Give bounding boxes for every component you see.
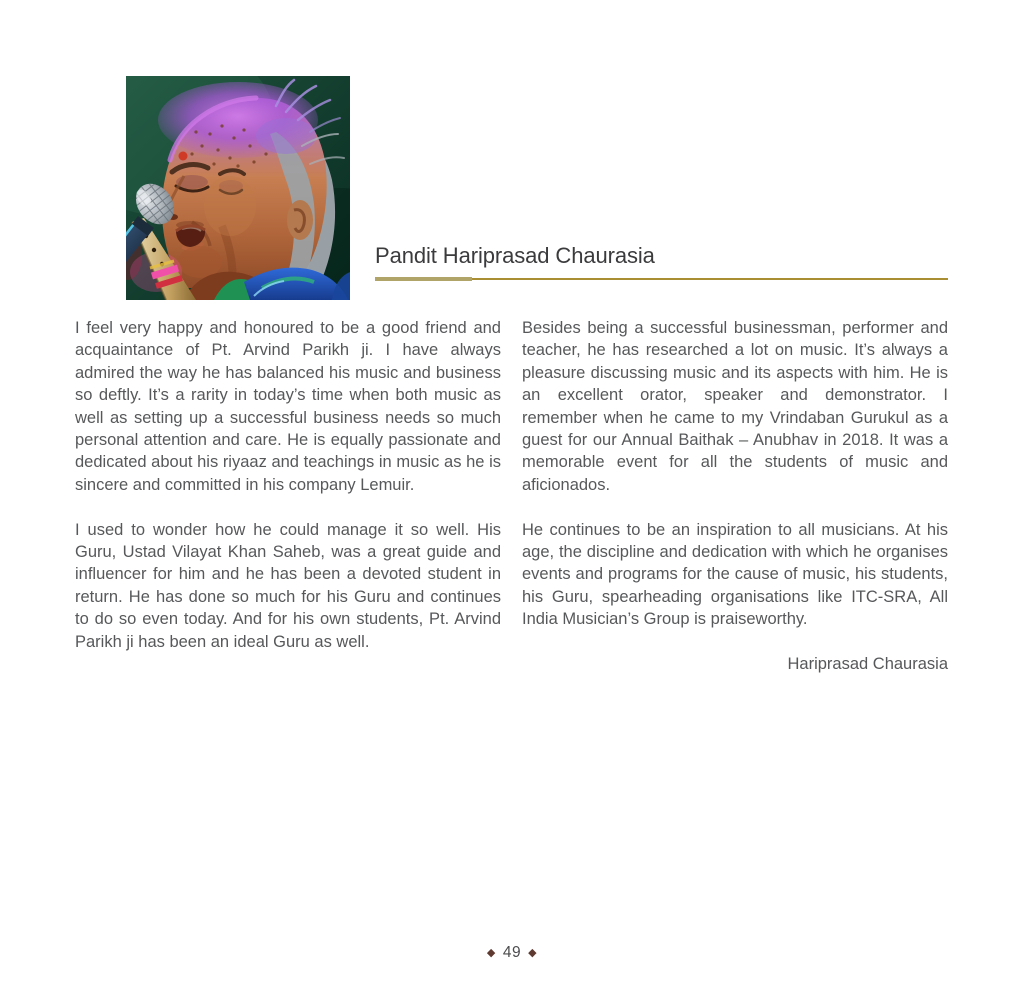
paragraph-left-2: I used to wonder how he could manage it so well. His Guru, Ustad Vilayat Khan Saheb, was a great guide and influencer for him and he has been a devoted student in return. He has done so much for his Guru and continues to do so even today. And for his own students, Pt. Arvind Parikh ji has been an ideal Guru as well. <box>75 520 501 651</box>
portrait-photo-art <box>126 76 350 300</box>
bindi <box>179 152 188 161</box>
paragraph-right-2: He continues to be an inspiration to all musicians. At his age, the discipline and dedication with which he organises events and programs for the cause of music, his students, his Guru, spearheading organisations like ITC-SRA, All India Musician’s Group is praiseworthy. <box>522 520 948 629</box>
title-rule-thin-segment <box>472 278 948 280</box>
page-title: Pandit Hariprasad Chaurasia <box>375 243 655 268</box>
page-footer <box>0 944 1024 962</box>
portrait-photo <box>126 76 350 300</box>
title-rule-thick-segment <box>375 277 472 281</box>
left-column <box>75 317 501 675</box>
paragraph-left-1: I feel very happy and honoured to be a good friend and acquaintance of Pt. Arvind Parikh ji. I have always admired the way he has balanced his music and business so deftly. It’s a rarity in today’s time when both music as well as setting up a successful business needs so much personal attention and care. He is equally passionate and dedicated about his riyaaz and teachings in music as he is sincere and committed in his company Lemuir. <box>75 319 501 494</box>
diamond-icon: ◆ <box>528 947 538 959</box>
right-column <box>522 317 948 698</box>
signature: Hariprasad Chaurasia <box>787 655 948 674</box>
title-rule <box>375 277 948 282</box>
paragraph-right-1: Besides being a successful businessman, performer and teacher, he has researched a lot on music. It’s always a pleasure discussing music and its aspects with him. He is an excellent orator, speaker and demonstrator. I remember when he came to my Vrindaban Gurukul as a guest for our Annual Baithak – Anubhav in 2018. It was a memorable event for all the students of music and aficionados. <box>522 319 948 494</box>
page-number: 49 <box>502 944 522 961</box>
diamond-icon: ◆ <box>486 947 496 959</box>
